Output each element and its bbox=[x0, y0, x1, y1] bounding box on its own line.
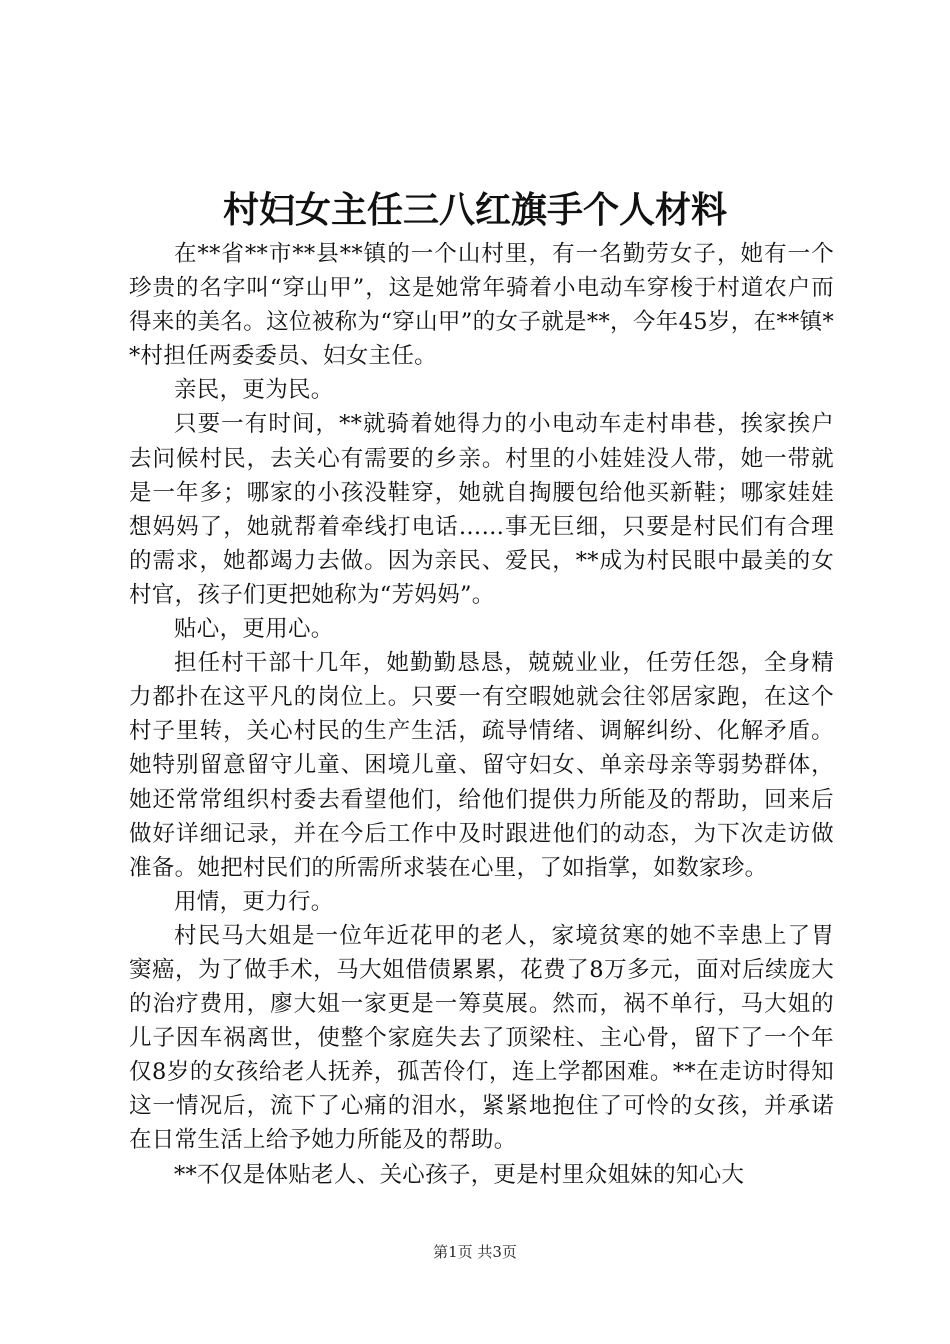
paragraph-caring: 担任村干部十几年，她勤勤恳恳，兢兢业业，任劳任怨，全身精力都扑在这平凡的岗位上。只要一有空暇她就会往邻居家跑，在这个村子里转，关心村民的生产生活，疏导情绪、调解纠纷、化解矛盾。她特别留意留守儿童、困境儿童、留守妇女、单亲母亲等弱势群体，她还常常组织村委去看望他们，给他们提供力所能及的帮助，回来后做好详细记录，并在今后工作中及时跟进他们的动态，为下次走访做准备。她把村民们的所需所求装在心里，了如指掌，如数家珍。 bbox=[129, 650, 834, 881]
paragraph-close-to-people: 只要一有时间，**就骑着她得力的小电动车走村串巷，挨家挨户去问候村民，去关心有需要的乡亲。村里的小娃娃没人带，她一带就是一年多；哪家的小孩没鞋穿，她就自掏腰包给他买新鞋；哪家娃娃想妈妈了，她就帮着牵线打电话……事无巨细，只要是村民们有合理的需求，她都竭力去做。因为亲民、爱民，**成为村民眼中最美的女村官，孩子们更把她称为“芳妈妈”。 bbox=[129, 411, 834, 608]
paragraph-action: 村民马大姐是一位年近花甲的老人，家境贫寒的她不幸患上了胃窦癌，为了做手术，马大姐借债累累，花费了8万多元，面对后续庞大的治疗费用，廖大姐一家更是一筹莫展。然而，祸不单行，马大姐的儿子因车祸离世，使整个家庭失去了顶梁柱、主心骨，留下了一个年仅8岁的女孩给老人抚养，孤苦伶仃，连上学都困难。**在走访时得知这一情况后，流下了心痛的泪水，紧紧地抱住了可怜的女孩，并承诺在日常生活上给予她力所能及的帮助。 bbox=[129, 922, 834, 1154]
paragraph-intro: 在**省**市**县**镇的一个山村里，有一名勤劳女子，她有一个珍贵的名字叫“穿山甲”，这是她常年骑着小电动车穿梭于村道农户而得来的美名。这位被称为“穿山甲”的女子就是**，今年45岁，在**镇**村担任两委委员、妇女主任。 bbox=[129, 241, 834, 370]
document-title: 村妇女主任三八红旗手个人材料 bbox=[222, 189, 727, 231]
paragraph-continued: **不仅是体贴老人、关心孩子，更是村里众姐妹的知心大 bbox=[174, 1161, 745, 1188]
section-heading-action: 用情，更力行。 bbox=[174, 888, 334, 915]
document-body bbox=[129, 237, 834, 1192]
section-heading-close-to-people: 亲民，更为民。 bbox=[174, 377, 334, 404]
page-footer: 第1页 共3页 bbox=[433, 1243, 517, 1261]
section-heading-caring: 贴心，更用心。 bbox=[174, 616, 334, 643]
